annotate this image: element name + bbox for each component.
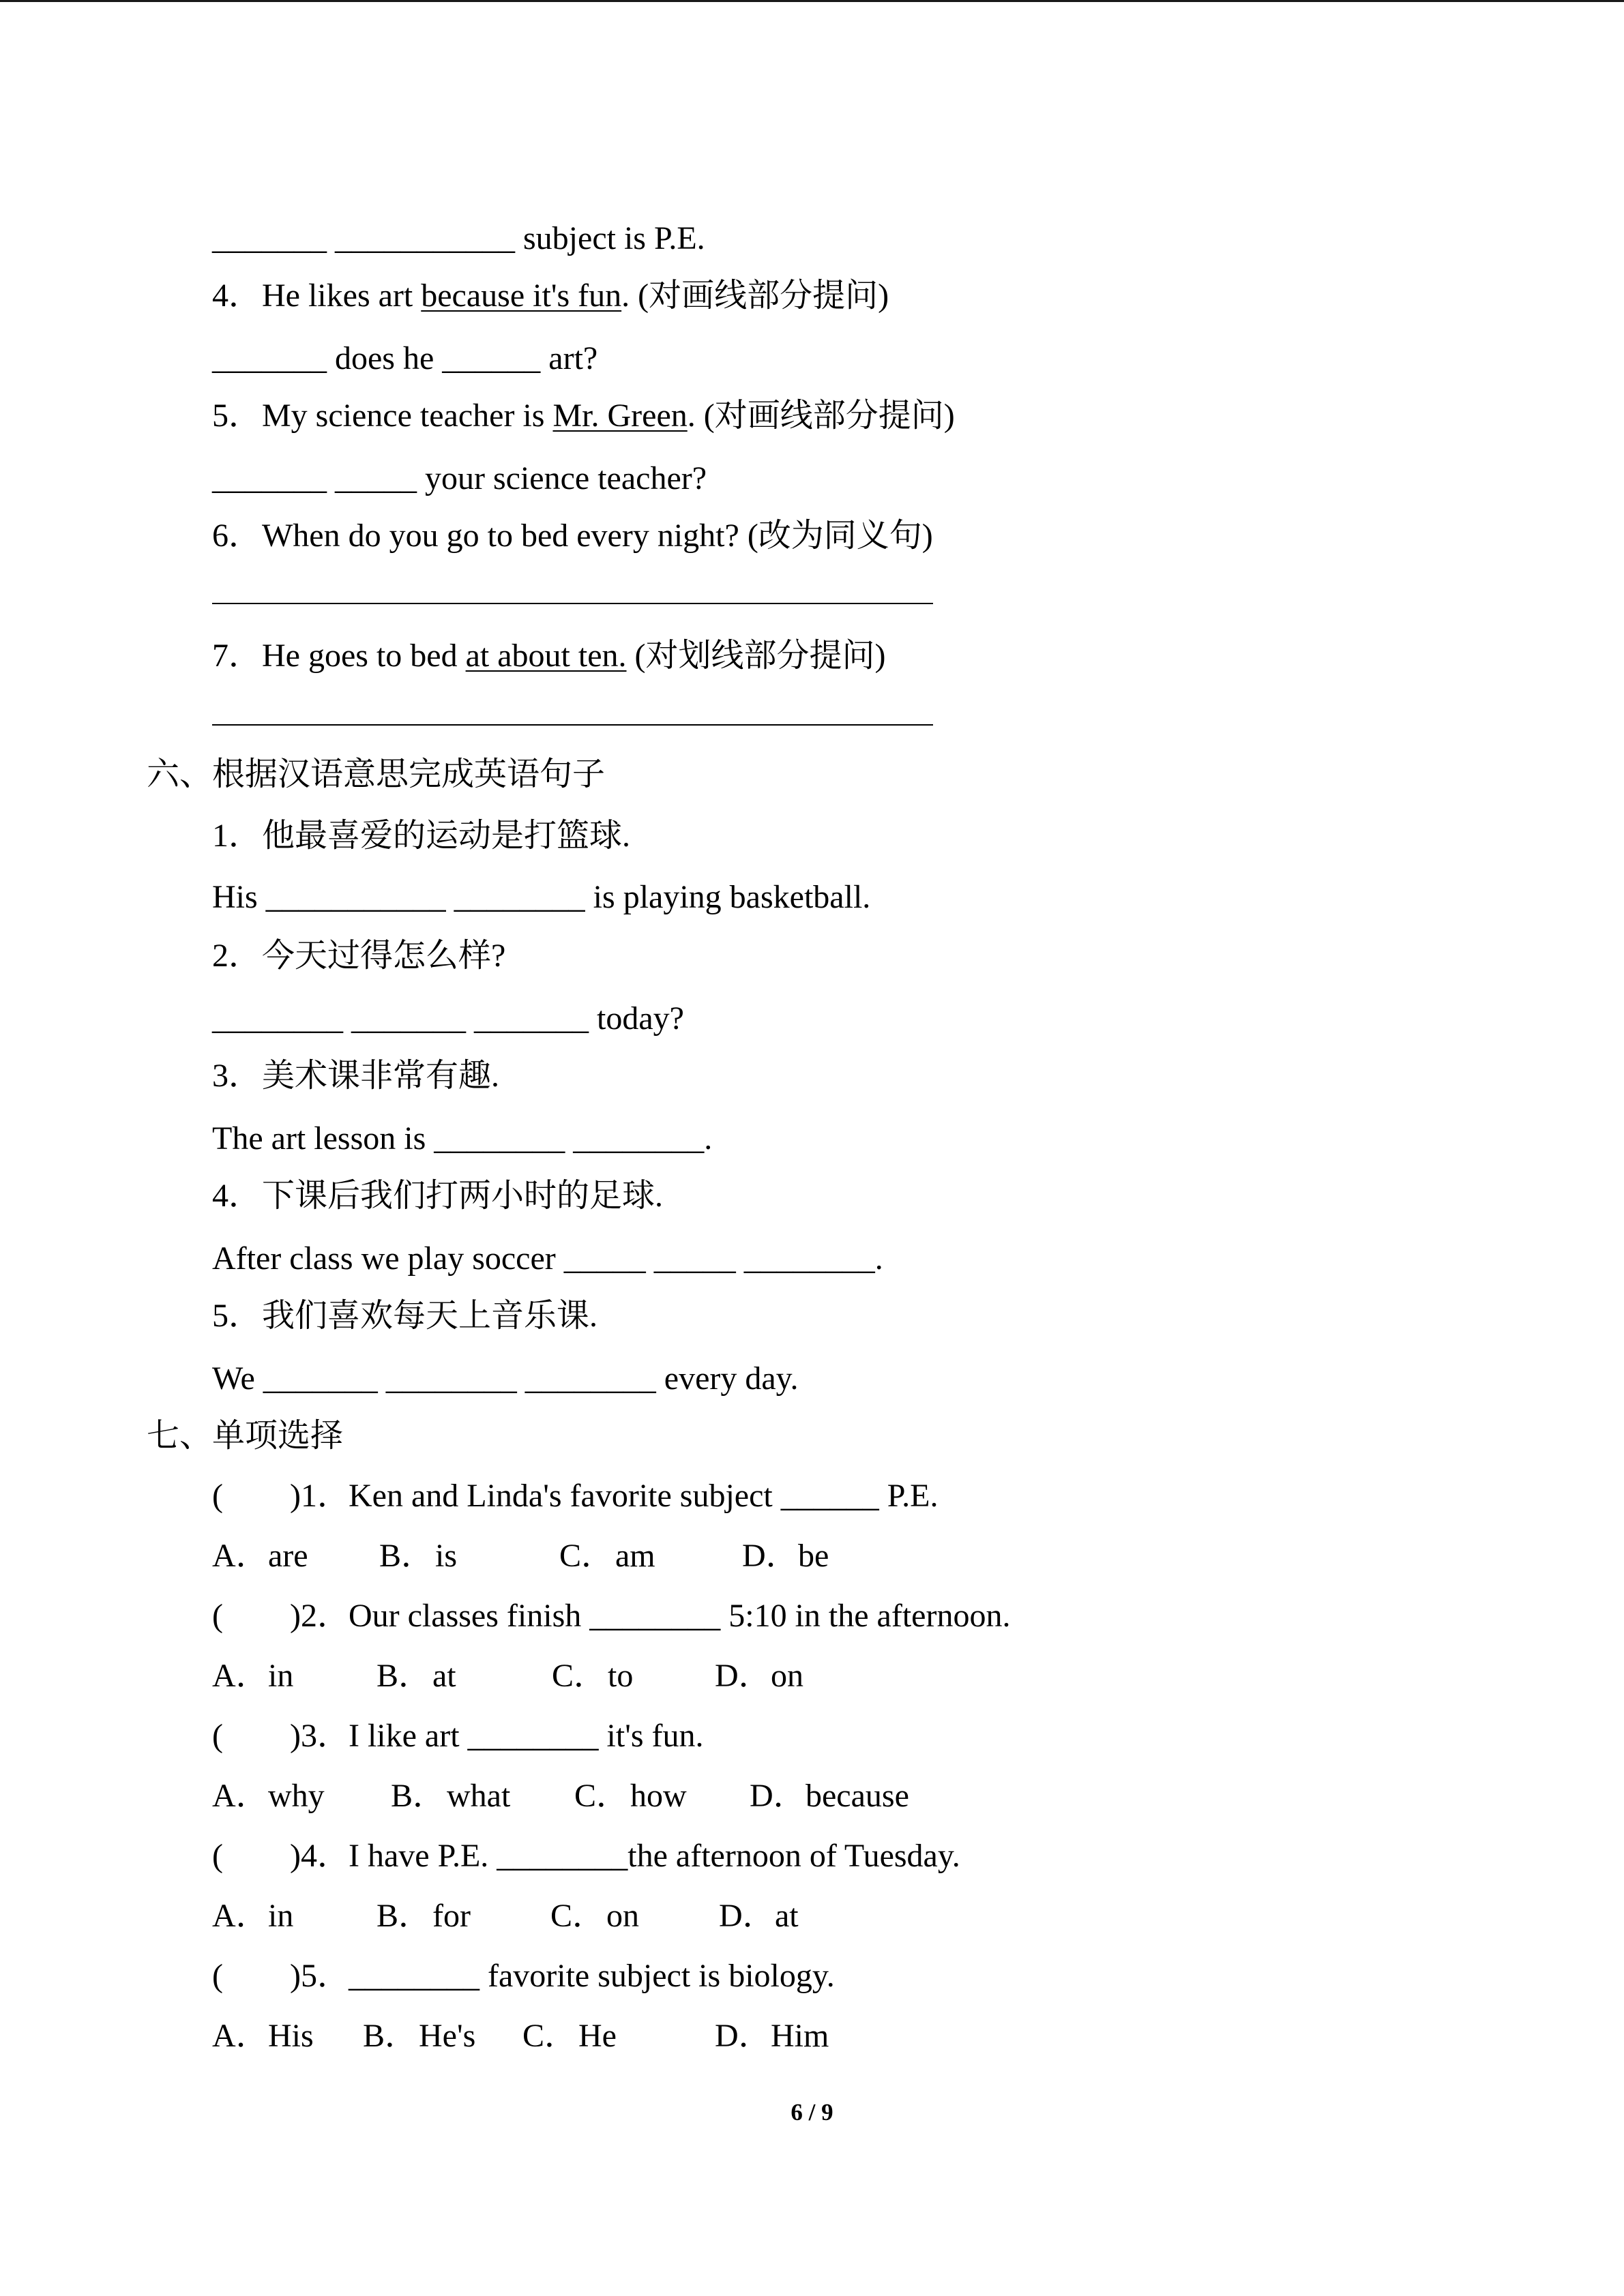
part6-item-2-prompt: [212, 932, 505, 980]
part6-item-3-prompt: [212, 1052, 499, 1100]
option-label: B．: [363, 2018, 418, 2054]
part5-q4-answer-line: _______ does he ______ art?: [212, 340, 598, 376]
part7-question-2: [212, 1592, 1010, 1640]
answer-bracket-close: ): [289, 1478, 301, 1514]
question-number: 5．: [300, 1958, 350, 1994]
chinese-prompt: 美术课非常有趣.: [262, 1058, 500, 1094]
part7-question-1: [212, 1472, 938, 1520]
option-c: [552, 1652, 633, 1700]
part7-question-3-options: [0, 1772, 1624, 1820]
part5-q5-answer-line: _______ _____ your science teacher?: [212, 460, 707, 496]
question-text: When do you go to bed every night? (改为同义句): [262, 518, 933, 554]
option-text: why: [268, 1778, 325, 1814]
option-text: in: [268, 1658, 294, 1694]
option-label: C．: [552, 1658, 607, 1694]
option-text: be: [798, 1538, 829, 1574]
underlined-phrase: because it's fun: [421, 278, 622, 314]
option-text: are: [268, 1538, 308, 1574]
answer-bracket-open: (: [212, 1838, 223, 1874]
question-number: 6．: [212, 518, 262, 554]
item-number: 3．: [212, 1058, 262, 1094]
option-label: B．: [379, 1538, 434, 1574]
option-c: [550, 1892, 639, 1940]
answer-bracket-close: ): [289, 1598, 301, 1634]
item-number: 4．: [212, 1178, 262, 1214]
option-label: A．: [212, 1538, 269, 1574]
answer-bracket-close: ): [289, 1718, 301, 1754]
part7-heading: 七、单项选择: [147, 1418, 344, 1454]
question-number: 2．: [300, 1598, 350, 1634]
question-stem: Ken and Linda's favorite subject ______ P.E.: [348, 1478, 939, 1514]
part7-question-5: [212, 1952, 835, 2000]
option-label: B．: [377, 1658, 432, 1694]
part5-question-5: [212, 392, 955, 440]
option-a: [212, 1892, 293, 1940]
option-label: B．: [391, 1778, 446, 1814]
part6-item-5-prompt: [212, 1292, 597, 1340]
option-label: A．: [212, 1898, 269, 1934]
option-b: [363, 2012, 475, 2060]
option-label: B．: [377, 1898, 432, 1934]
option-b: [377, 1892, 471, 1940]
option-label: A．: [212, 2018, 269, 2054]
option-text: His: [268, 2018, 314, 2054]
option-label: C．: [574, 1778, 630, 1814]
option-text: because: [806, 1778, 909, 1814]
part7-question-4: [212, 1832, 960, 1880]
option-label: D．: [719, 1898, 776, 1934]
part7-question-4-options: [0, 1892, 1624, 1940]
option-text: He: [578, 2018, 617, 2054]
part6-item-3-answer: The art lesson is ________ ________.: [212, 1120, 713, 1157]
answer-blank-line: [212, 603, 933, 604]
page-top-edge: [0, 0, 1624, 2]
option-text: what: [447, 1778, 511, 1814]
option-text: at: [775, 1898, 799, 1934]
option-c: [574, 1772, 687, 1820]
item-number: 1．: [212, 818, 262, 854]
option-text: He's: [419, 2018, 476, 2054]
answer-bracket-open: (: [212, 1958, 223, 1994]
option-label: C．: [522, 2018, 578, 2054]
option-label: D．: [742, 1538, 799, 1574]
item-number: 2．: [212, 938, 262, 974]
part6-item-5-answer: We _______ ________ ________ every day.: [212, 1360, 799, 1397]
question-stem: I like art ________ it's fun.: [348, 1718, 704, 1754]
option-text: how: [630, 1778, 687, 1814]
option-a: [212, 1772, 325, 1820]
part7-question-3: [212, 1712, 704, 1760]
option-b: [379, 1532, 457, 1580]
option-d: [715, 2012, 829, 2060]
option-text: on: [606, 1898, 639, 1934]
question-number: 1．: [300, 1478, 350, 1514]
option-label: A．: [212, 1658, 269, 1694]
question-number: 3．: [300, 1718, 350, 1754]
part6-item-2-answer: ________ _______ _______ today?: [212, 1000, 684, 1037]
question-instruction: . (对画线部分提问): [687, 398, 955, 434]
option-d: [715, 1652, 803, 1700]
question-stem: Our classes finish ________ 5:10 in the afternoon.: [348, 1598, 1011, 1634]
option-label: D．: [715, 1658, 771, 1694]
answer-bracket-close: ): [289, 1838, 301, 1874]
chinese-prompt: 我们喜欢每天上音乐课.: [262, 1298, 598, 1334]
part7-question-5-options: [0, 2012, 1624, 2060]
option-label: D．: [715, 2018, 771, 2054]
option-text: at: [432, 1658, 456, 1694]
question-number: 7．: [212, 638, 262, 674]
part6-heading: 六、根据汉语意思完成英语句子: [147, 756, 606, 792]
part5-question-7: [212, 632, 886, 680]
option-text: Him: [771, 2018, 829, 2054]
option-text: am: [615, 1538, 655, 1574]
option-label: A．: [212, 1778, 269, 1814]
option-text: in: [268, 1898, 294, 1934]
question-number: 5．: [212, 398, 262, 434]
option-label: C．: [559, 1538, 615, 1574]
part5-q3-answer-line: _______ ___________ subject is P.E.: [212, 220, 705, 256]
option-b: [377, 1652, 456, 1700]
question-stem: I have P.E. ________the afternoon of Tuesday.: [348, 1838, 960, 1874]
option-text: on: [771, 1658, 803, 1694]
option-a: [212, 2012, 314, 2060]
question-text: He likes art: [262, 278, 422, 314]
part6-item-4-prompt: [212, 1172, 663, 1220]
question-instruction: (对划线部分提问): [626, 638, 886, 674]
option-a: [212, 1532, 308, 1580]
option-c: [522, 2012, 617, 2060]
option-label: D．: [750, 1778, 806, 1814]
option-a: [212, 1652, 293, 1700]
answer-bracket-open: (: [212, 1478, 223, 1514]
chinese-prompt: 下课后我们打两小时的足球.: [262, 1178, 664, 1214]
answer-bracket-open: (: [212, 1718, 223, 1754]
answer-bracket-open: (: [212, 1598, 223, 1634]
part6-item-4-answer: After class we play soccer _____ _____ ________.: [212, 1240, 883, 1277]
option-d: [742, 1532, 829, 1580]
option-label: C．: [550, 1898, 606, 1934]
question-number: 4．: [212, 278, 262, 314]
part6-item-1-answer: His ___________ ________ is playing basketball.: [212, 879, 871, 915]
option-c: [559, 1532, 655, 1580]
question-text: He goes to bed: [262, 638, 466, 674]
answer-blank-line: [212, 724, 933, 726]
question-instruction: . (对画线部分提问): [621, 278, 889, 314]
page-number: 6 / 9: [791, 2099, 833, 2126]
option-d: [750, 1772, 909, 1820]
part7-question-2-options: [0, 1652, 1624, 1700]
chinese-prompt: 他最喜爱的运动是打篮球.: [262, 818, 631, 854]
part5-question-6: [212, 512, 933, 560]
answer-bracket-close: ): [289, 1958, 301, 1994]
option-b: [391, 1772, 510, 1820]
part7-question-1-options: [0, 1532, 1624, 1580]
chinese-prompt: 今天过得怎么样?: [262, 938, 506, 974]
part5-question-4: [212, 272, 889, 320]
option-text: to: [608, 1658, 634, 1694]
part6-item-1-prompt: [212, 812, 630, 860]
question-stem: ________ favorite subject is biology.: [348, 1958, 835, 1994]
question-number: 4．: [300, 1838, 350, 1874]
option-d: [719, 1892, 799, 1940]
item-number: 5．: [212, 1298, 262, 1334]
option-text: is: [435, 1538, 458, 1574]
option-text: for: [432, 1898, 471, 1934]
underlined-phrase: at about ten.: [465, 638, 627, 674]
underlined-phrase: Mr. Green: [552, 398, 688, 434]
question-text: My science teacher is: [262, 398, 553, 434]
